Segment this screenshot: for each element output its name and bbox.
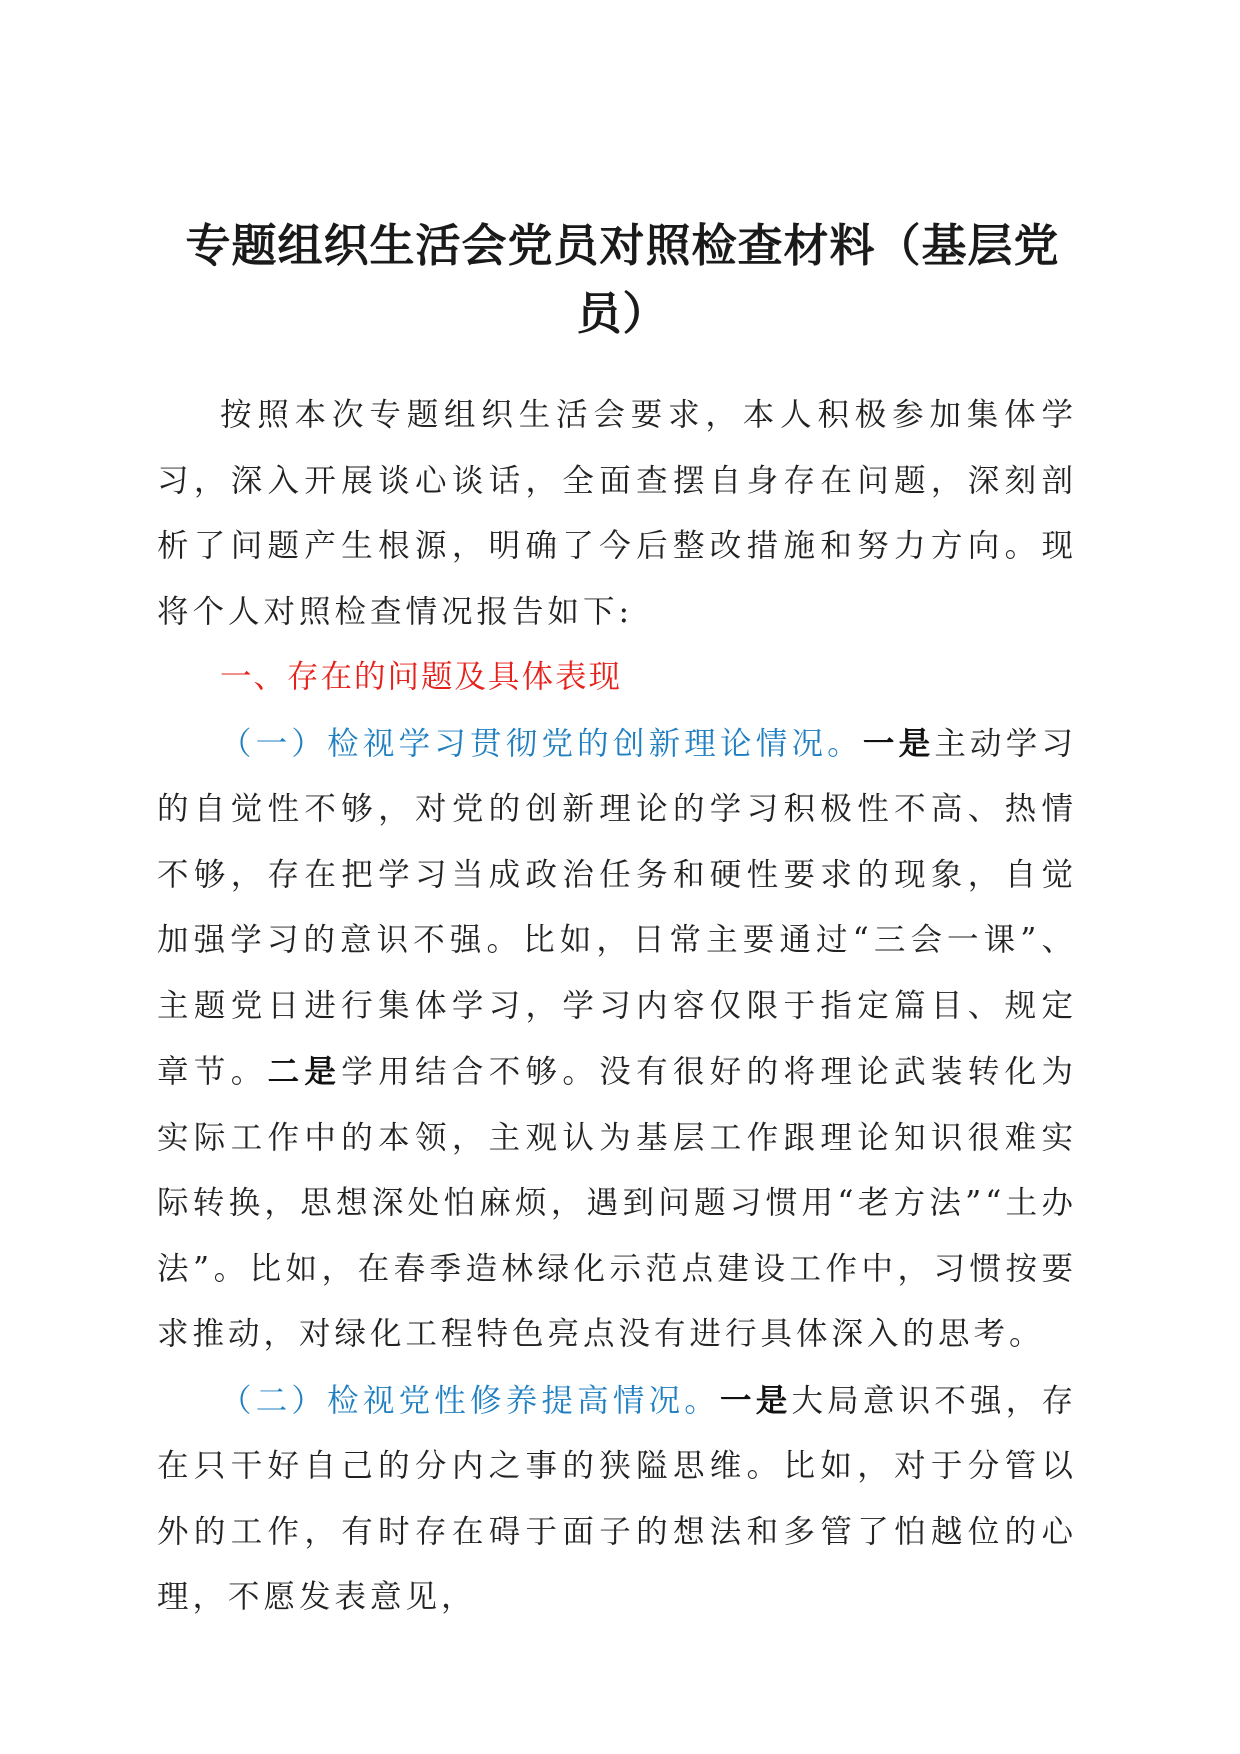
item2-heading: （二）检视党性修养提高情况。 [220, 1382, 721, 1419]
item2-paragraph [157, 1368, 1077, 1631]
item1-text-second: 学用结合不够。没有很好的将理论武装转化为实际工作中的本领，主观认为基层工作跟理论知识很难实际转换，思想深处怕麻烦，遇到问题习惯用“老方法”“土办法”。比如，在春季造林绿化示范点建设工作中，习惯按要求推动，对绿化工程特色亮点没有进行具体深入的思考。 [157, 1054, 1077, 1352]
item2-lead-first: 一是 [720, 1381, 792, 1419]
document-body [157, 383, 1077, 1631]
intro-paragraph: 按照本次专题组织生活会要求，本人积极参加集体学习，深入开展谈心谈话，全面查摆自身存在问题，深刻剖析了问题产生根源，明确了今后整改措施和努力方向。现将个人对照检查情况报告如下: [157, 397, 1077, 630]
item1-heading: （一）检视学习贯彻党的创新理论情况。 [220, 725, 863, 762]
section-heading-problems: 一、存在的问题及具体表现 [220, 659, 623, 695]
item1-paragraph [157, 711, 1077, 1368]
document-title: 专题组织生活会党员对照检查材料（基层党员） [185, 219, 1060, 340]
item1-lead-first: 一是 [862, 724, 935, 762]
item1-lead-second: 二是 [267, 1053, 342, 1090]
item2-text-first: 大局意识不强，存在只干好自己的分内之事的狭隘思维。比如，对于分管以外的工作，有时存在碍于面子的想法和多管了怕越位的心理，不愿发表意见， [157, 1382, 1077, 1615]
item1-text-first: 主动学习的自觉性不够，对党的创新理论的学习积极性不高、热情不够，存在把学习当成政治任务和硬性要求的现象，自觉加强学习的意识不强。比如，日常主要通过“三会一课”、主题党日进行集体学习，学习内容仅限于指定篇目、规定章节。 [157, 725, 1077, 1090]
